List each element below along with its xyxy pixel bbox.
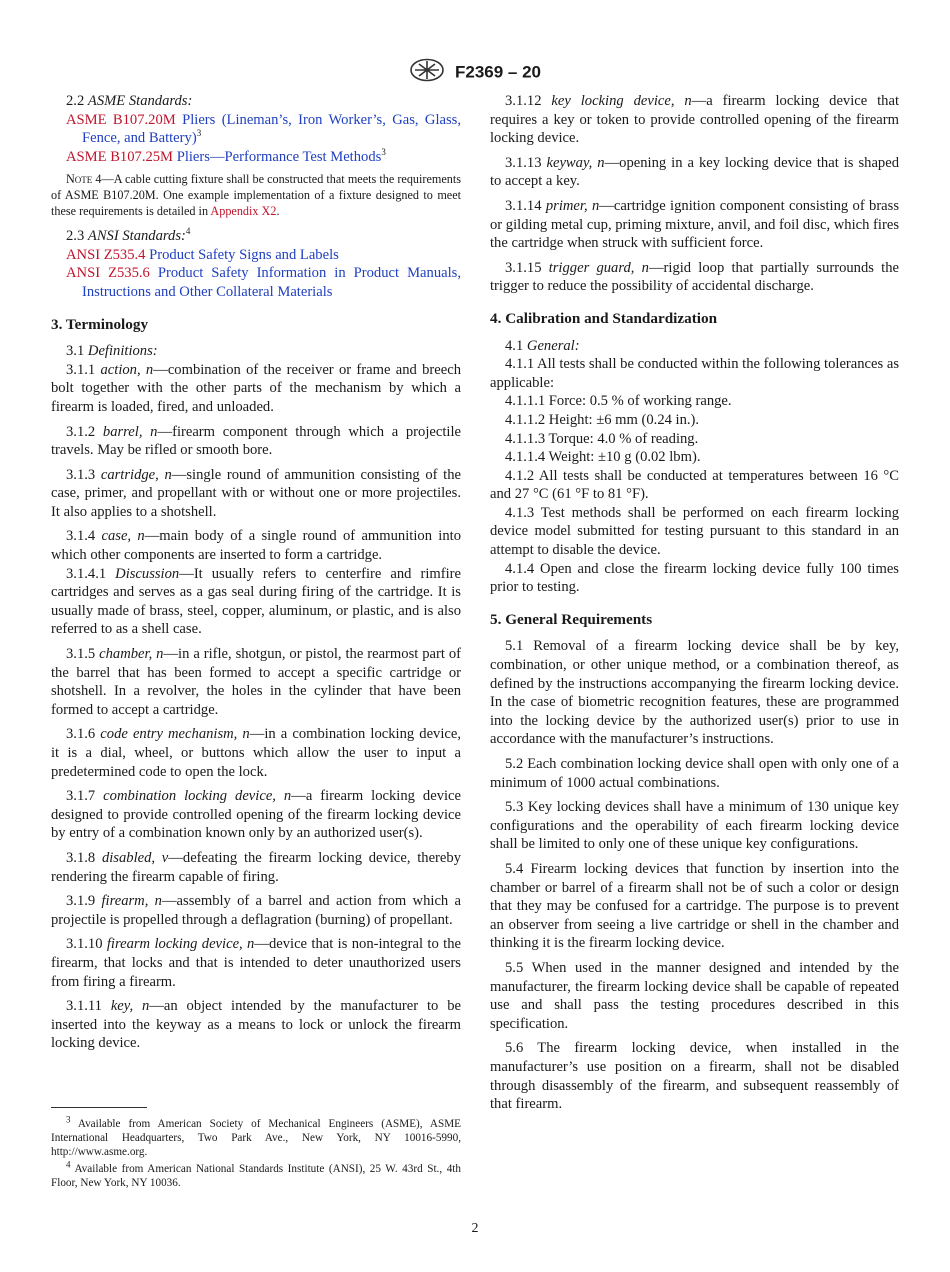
tolerance-weight: 4.1.1.4 Weight: ±10 g (0.02 lbm).: [505, 449, 701, 466]
page-number: 2: [471, 1221, 479, 1236]
ansi-reference-2[interactable]: ANSI Z535.6 Product Safety Information in Product Manuals, Instructions and Other Collateral Materials: [66, 265, 461, 300]
note-4: Note 4—A cable cutting fixture shall be constructed that meets the requirements of ASME B107.20M. One example implementation of a fixture designed to meet these requirements is detailed in Appendix X2.: [51, 172, 461, 218]
footnotes: [51, 1114, 461, 1192]
definition-3-1-9: 3.1.9 firearm, n—assembly of a barrel and action from which a projectile is propelled through a deflagration (burning) of propellant.: [51, 893, 461, 928]
general-heading: 4.1 General:: [505, 337, 580, 354]
asme-standards-heading: 2.2 ASME Standards:: [66, 93, 193, 109]
requirement-5-1: 5.1 Removal of a firearm locking device shall be by key, combination, or other unique method, or a combination thereof, as defined by the instructions accompanying the firearm locking device. In the case of biometric recognition features, these are programmed into the locking device by the authorized user(s) prior to use in accordance with the manufacturer’s instructions.: [490, 638, 899, 748]
asme-reference-1[interactable]: ASME B107.20M Pliers (Lineman’s, Iron Worker’s, Gas, Glass, Fence, and Battery)$^3$: [66, 111, 462, 147]
definition-3-1-11: 3.1.11 key, n—an object intended by the manufacturer to be inserted into the keyway as a means to lock or unlock the firearm locking device.: [51, 998, 461, 1052]
definition-3-1-14: 3.1.14 primer, n—cartridge ignition component consisting of brass or gilding metal cup, priming mixture, anvil, and foil disc, which fires the cartridge when struck with sufficient force.: [490, 197, 900, 252]
ansi-standards-heading: 2.3 ANSI Standards:$^4$: [66, 226, 191, 245]
astm-logo-icon: [409, 58, 445, 87]
requirement-5-5: 5.5 When used in the manner designed and intended by the manufacturer, the firearm locking device shall be capable of repeated use and shall pass the testing procedures described in this specification.: [490, 959, 899, 1032]
section-3-heading: 3. Terminology: [51, 315, 149, 333]
definition-3-1-2: 3.1.2 barrel, n—firearm component through which a projectile travels. May be rifled or smooth bore.: [51, 423, 461, 459]
tolerance-force: 4.1.1.1 Force: 0.5 % of working range.: [505, 393, 732, 410]
requirement-5-4: 5.4 Firearm locking devices that function by insertion into the chamber or barrel of a firearm shall not be of such a color or design that they may be confused for a cartridge. The purpose is to prevent an observer from seeing a live cartridge or shell in the chamber and thinking it is the firearm locking device.: [490, 860, 899, 952]
definition-3-1-12: 3.1.12 key locking device, n—a firearm locking device that requires a key or token to provide controlled opening of the firearm locking device.: [490, 93, 899, 147]
requirement-5-6: 5.6 The firearm locking device, when installed in the manufacturer’s use position on a firearm, shall not be disabled through disassembly of the firearm, and subsequent reassembly of that firearm.: [490, 1040, 899, 1113]
ansi-reference-1[interactable]: ANSI Z535.4 Product Safety Signs and Labels: [66, 246, 339, 263]
requirement-5-3: 5.3 Key locking devices shall have a minimum of 130 unique key configurations and the operability of each firearm locking device shall be limited to only one of these unique key configurations.: [490, 799, 899, 853]
section-4-heading: 4. Calibration and Standardization: [490, 309, 718, 327]
definition-3-1-5: 3.1.5 chamber, n—in a rifle, shotgun, or pistol, the rearmost part of the barrel that has been formed to accept a specific cartridge or shotshell. In a revolver, the holes in the cylinder that have been formed to accept a cartridge.: [51, 646, 461, 718]
definition-3-1-3: 3.1.3 cartridge, n—single round of ammunition consisting of the case, primer, and propellant with or without one or more projectiles. It also applies to a shotshell.: [51, 466, 461, 520]
footnote-4: $^4$ Available from American National Standards Institute (ANSI), 25 W. 43rd St., 4th Floor, New York, NY 10036.: [51, 1158, 461, 1189]
tolerance-torque: 4.1.1.3 Torque: 4.0 % of reading.: [505, 430, 699, 447]
definition-3-1-4: 3.1.4 case, n—main body of a single round of ammunition into which other components are inserted to form a cartridge.: [51, 528, 461, 564]
definitions-heading: 3.1 Definitions:: [66, 343, 158, 360]
definition-3-1-7: 3.1.7 combination locking device, n—a firearm locking device designed to provide controlled opening of the firearm locking device by entry of a combination known only by an authorized user(s).: [51, 788, 462, 842]
right-column: [490, 92, 899, 1120]
definition-3-1-8: 3.1.8 disabled, v—defeating the firearm locking device, thereby rendering the firearm capable of firing.: [51, 849, 461, 885]
appendix-x2-link[interactable]: Appendix X2: [210, 203, 277, 218]
left-column: [51, 92, 461, 1059]
asme-reference-2[interactable]: ASME B107.25M Pliers—Performance Test Methods$^3$: [66, 146, 386, 165]
definition-3-1-15: 3.1.15 trigger guard, n—rigid loop that partially surrounds the trigger to reduce the possibility of accidental discharge.: [490, 259, 899, 295]
calibration-4-1-1: 4.1.1 All tests shall be conducted within the following tolerances as applicable:: [490, 356, 899, 391]
footnote-3: $^3$ Available from American Society of Mechanical Engineers (ASME), ASME International Headquarters, Two Park Ave., New York, NY 10016-5990, http://www.asme.org.: [51, 1114, 461, 1159]
tolerance-height: 4.1.1.2 Height: ±6 mm (0.24 in.).: [505, 411, 700, 428]
definition-3-1-6: 3.1.6 code entry mechanism, n—in a combination locking device, it is a dial, wheel, or buttons which allow the user to input a predetermined code to open the lock.: [51, 726, 461, 780]
footnote-divider: [51, 1107, 147, 1108]
definition-3-1-13: 3.1.13 keyway, n—opening in a key locking device that is shaped to accept a key.: [490, 154, 899, 190]
calibration-4-1-3: 4.1.3 Test methods shall be performed on each firearm locking device model submitted for testing pursuant to this standard in an attempt to disable the device.: [490, 504, 899, 559]
standard-designation: F2369 – 20: [454, 62, 541, 82]
discussion-3-1-4-1: 3.1.4.1 Discussion—It usually refers to centerfire and rimfire cartridges and serves as a gas seal during firing of the cartridge. It is usually made of brass, steel, copper, aluminum, or plastic, and is also referred to as a shell case.: [51, 565, 461, 638]
calibration-4-1-2: 4.1.2 All tests shall be conducted at temperatures between 16 °C and 27 °C (61 °F to 81 °F).: [490, 467, 899, 503]
definition-3-1-1: 3.1.1 action, n—combination of the receiver or frame and breech bolt together with the other parts of the mechanism by which a firearm is loaded, fired, and unloaded.: [51, 361, 461, 415]
section-5-heading: 5. General Requirements: [490, 610, 653, 628]
definition-3-1-10: 3.1.10 firearm locking device, n—device that is non-integral to the firearm, that locks and that is intended to deter unauthorized users from firing a firearm.: [51, 936, 461, 990]
requirement-5-2: 5.2 Each combination locking device shall open with only one of a minimum of 1000 actual combinations.: [490, 756, 899, 791]
page-header: [0, 58, 950, 87]
calibration-4-1-4: 4.1.4 Open and close the firearm locking device fully 100 times prior to testing.: [490, 560, 899, 596]
